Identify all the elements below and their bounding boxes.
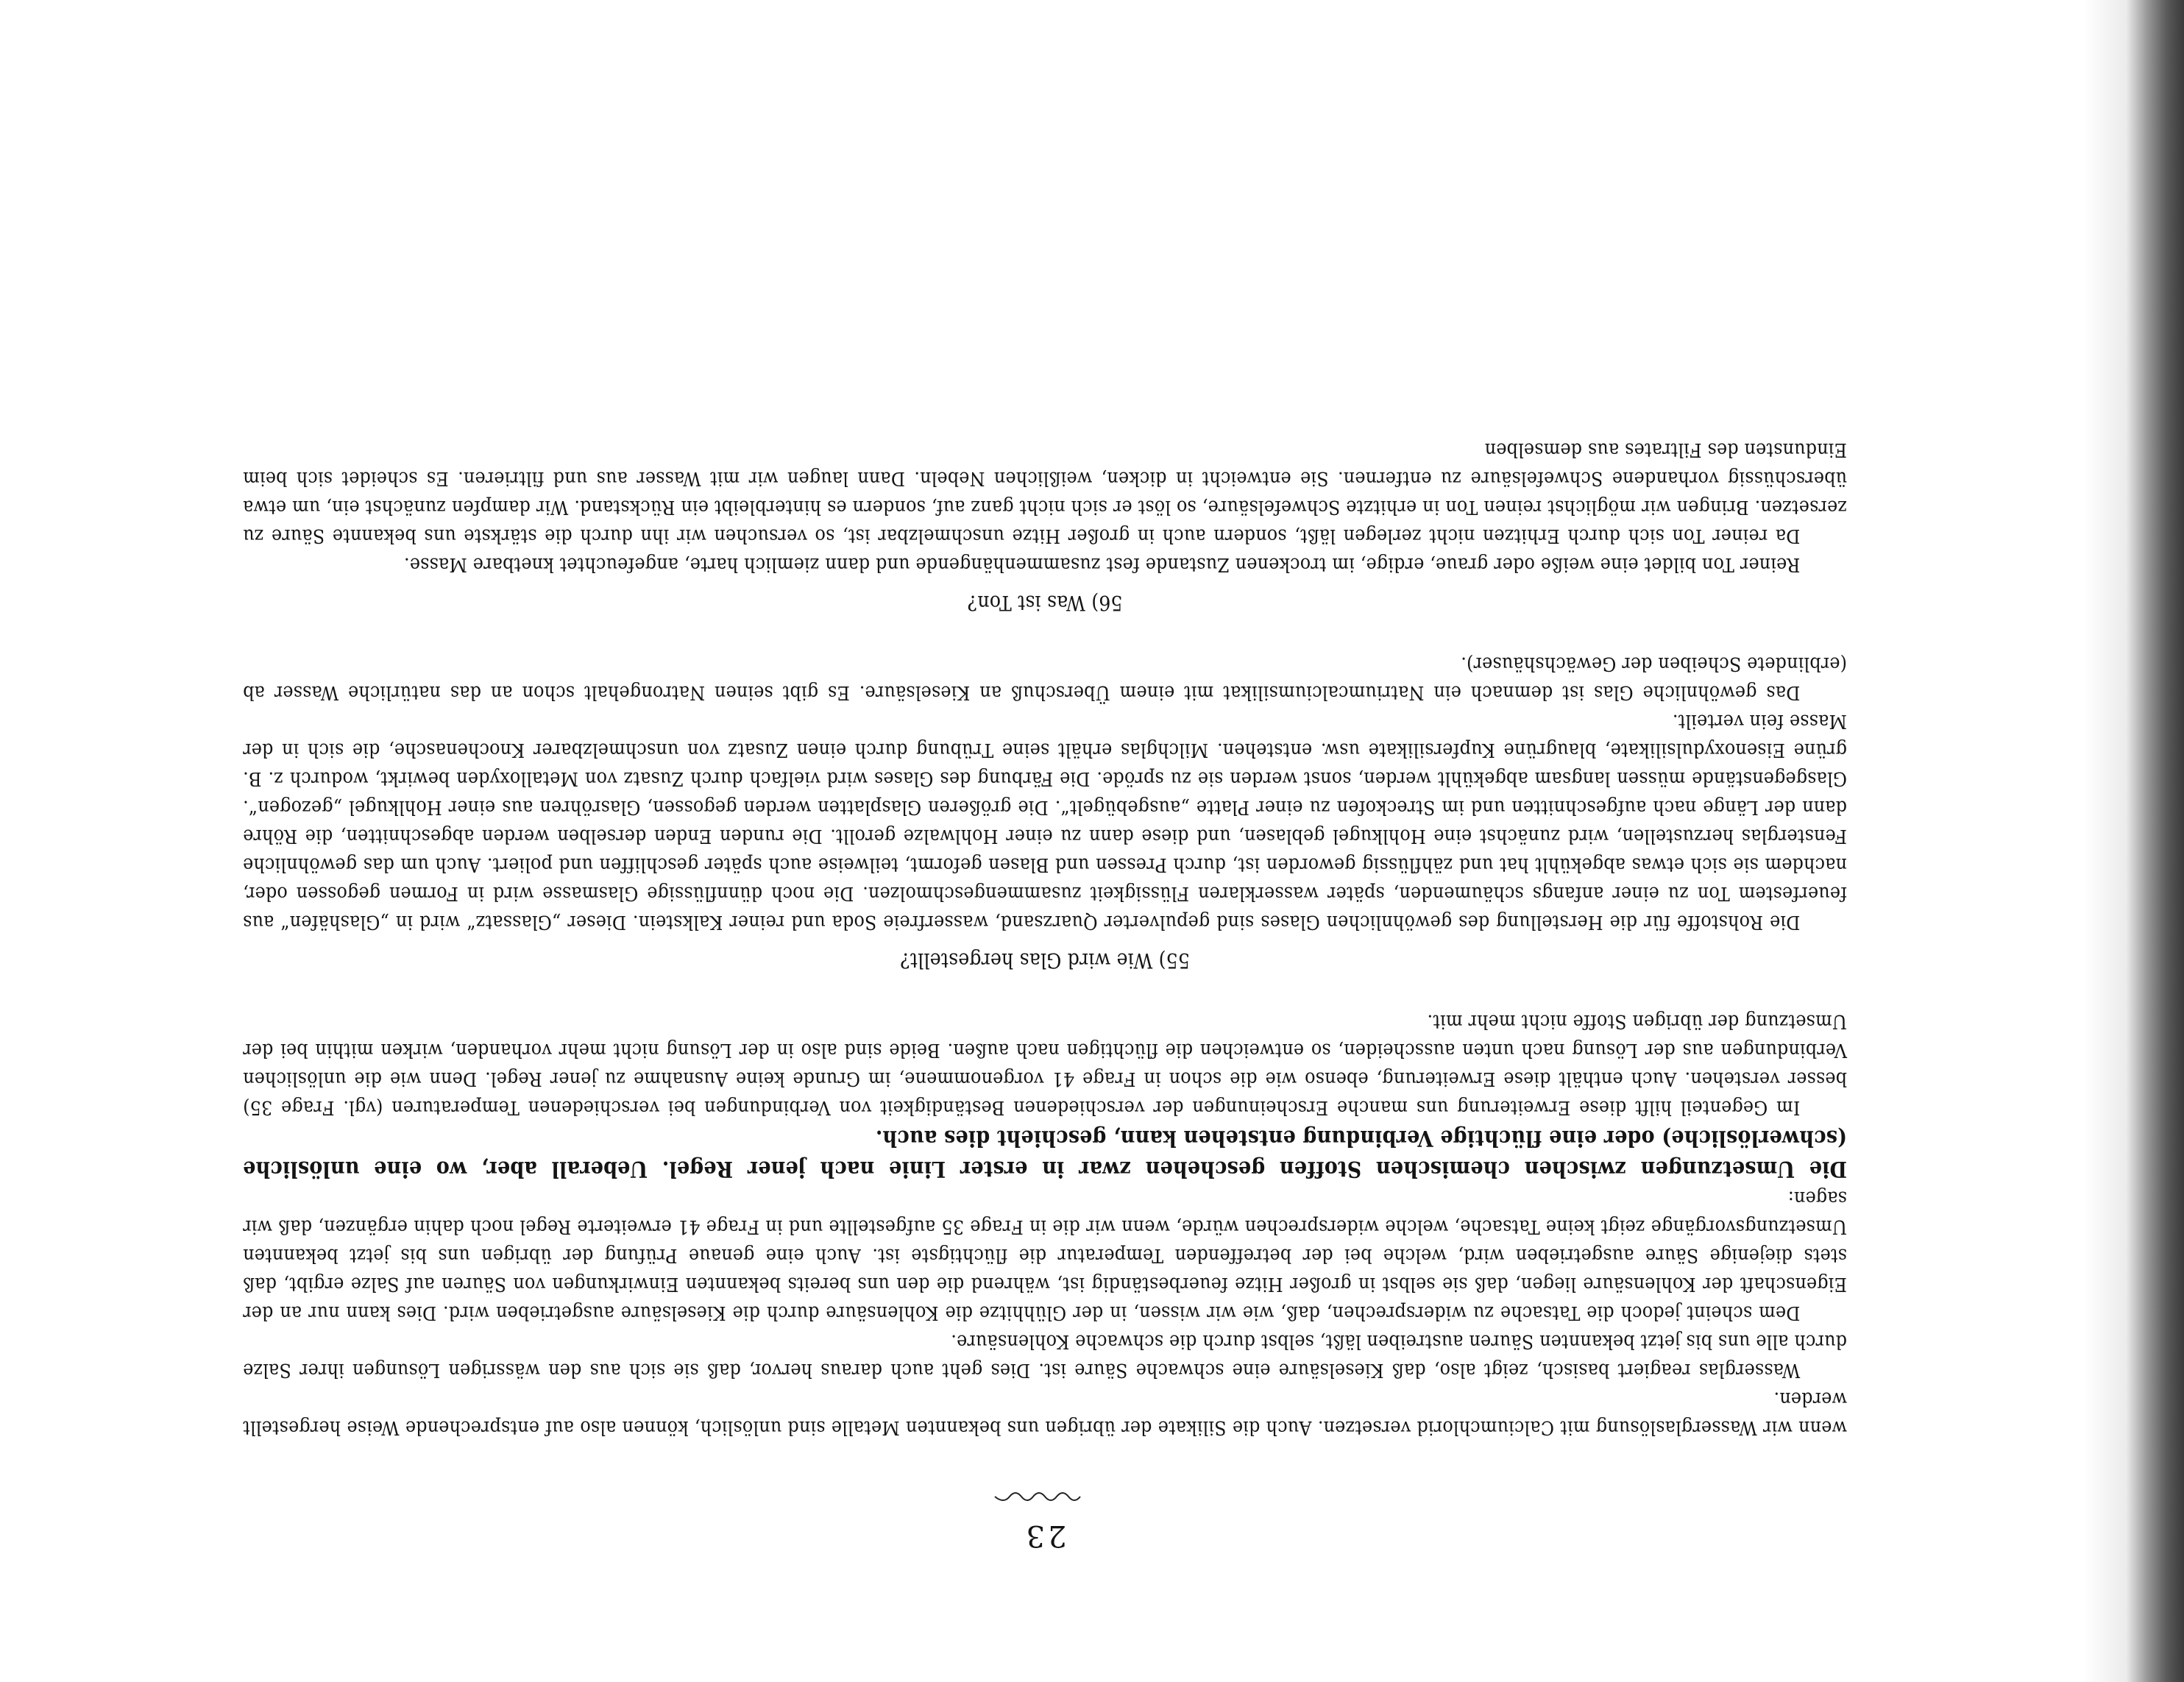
page-number: 23 <box>1023 1519 1067 1553</box>
section-heading-56: 56) Was ist Ton? <box>967 591 1123 615</box>
rule-statement: Die Umsetzungen zwischen chemischen Stoffen geschehen zwar in erster Linie nach jener Regel. Ueberall aber, wo eine unlösliche (schwerlösliche) oder eine flüchtige Verbindung entstehen kann, geschieht dies auch. <box>243 1125 1847 1182</box>
paragraph: Reiner Ton bildet eine weiße oder graue, erdige, im trockenen Zustande fest zusammenhängende und dann ziemlich harte, angefeuchtet knetbare Masse. <box>403 553 1801 576</box>
paragraph: Das gewöhnliche Glas ist demnach ein Natriumcalciumsilikat mit einem Überschuß an Kieselsäure. Es gibt seinen Natrongehalt schon an das natürliche Wasser ab (erblindete Scheiben der Gewächshäuser). <box>243 653 1847 704</box>
paragraph: Wasserglas reagiert basisch, zeigt also, daß Kieselsäure eine schwache Säure ist. Dies geht auch daraus hervor, daß sie sich aus den wässrigen Lösungen ihrer Salze durch alle uns bis jetzt bekannten Säuren austreiben läßt, selbst durch die schwache Kohlensäure. <box>243 1330 1847 1382</box>
ornament-squiggle <box>993 1489 1082 1505</box>
paragraph: Dem scheint jedoch die Tatsache zu widersprechen, daß, wie wir wissen, in der Glühhitze die Kohlensäure durch die Kieselsäure ausgetrieben wird. Dies kann nur an der Eigenschaft der Kohlensäure liegen, daß sie selbst in großer Hitze feuerbeständig ist, während die den uns bereits bekannten Einwirkungen von Säuren auf Salze ergibt, daß stets diejenige Säure ausgetrieben wird, welche bei der betreffenden Temperatur die flüchtigste ist. Auch eine genaue Prüfung der übrigen uns bis jetzt bekannten Umsetzungsvorgänge zeigt keine Tatsache, welche widersprechen würde, wenn wir die in Frage 35 aufgestellte und in Frage 41 erweiterte Regel noch dahin ergänzen, daß wir sagen: <box>243 1187 1847 1324</box>
section-heading-55: 55) Wie wird Glas hergestellt? <box>900 948 1190 973</box>
scanner-edge <box>2127 0 2184 1682</box>
page-body <box>243 436 1847 1442</box>
paragraph: Die Rohstoffe für die Herstellung des gewöhnlichen Glases sind gepulverter Quarzsand, wasserfreie Soda und reiner Kalkstein. Dieser „Glassatz“ wird in „Glashäfen“ aus feuerfestem Ton zu einer anfangs schäumenden, später wasserklaren Flüssigkeit zusammengeschmolzen. Die noch dünnflüssige Glasmasse wird in Formen gegossen oder, nachdem sie sich etwas abgekühlt hat und zähflüssig geworden ist, durch Pressen und Blasen geformt, teilweise auch später geschliffen und poliert. Auch um das gewöhnliche Fensterglas herzustellen, wird zunächst eine Hohlkugel geblasen, und diese dann zu einer Hohlwalze gerollt. Die runden Enden derselben werden abgeschnitten, die Röhre dann der Länge nach aufgeschnitten und im Streckofen zu einer Platte „ausgebügelt“. Die größeren Glasplatten werden gegossen, Glasröhren aus einer Hohlkugel „gezogen“. Glasgegenstände müssen langsam abgekühlt werden, sonst werden sie zu spröde. Die Färbung des Glases wird vielfach durch Zusatz von Metalloxyden bewirkt, wodurch z. B. grüne Eisenoxydulsilikate, blaugrüne Kupfersilikate usw. entstehen. Milchglas erhält seine Trübung durch einen Zusatz von unschmelzbarer Knochenasche, die sich in der Masse fein verteilt. <box>243 710 1847 934</box>
page-ornament <box>993 1489 1082 1505</box>
paragraph: Im Gegenteil hilft diese Erweiterung uns manche Erscheinungen der verschiedenen Beständigkeit von Verbindungen bei verschiedenen Temperaturen (vgl. Frage 35) besser verstehen. Auch enthält diese Erweiterung, ebenso wie die schon in Frage 41 vorgenommene, im Grunde keine Ausnahme zu jener Regel. Denn wie die unlöslichen Verbindungen aus der Lösung nach unten ausscheiden, so entweichen die flüchtigen nach außen. Beide sind also in der Lösung nicht mehr vorhanden, wirken mithin bei der Umsetzung der übrigen Stoffe nicht mehr mit. <box>243 1010 1847 1119</box>
book-page <box>243 118 1847 1553</box>
paragraph: wenn wir Wasserglaslösung mit Calciumchlorid versetzen. Auch die Silikate der übrigen uns bekannten Metalle sind unlöslich, können also auf entsprechende Weise hergestellt werden. <box>243 1388 1847 1439</box>
binding-shadow <box>2082 0 2127 1682</box>
paragraph: Da reiner Ton sich durch Erhitzen nicht zerlegen läßt, sondern auch in großer Hitze unschmelzbar ist, so versuchen wir ihn durch die stärkste uns bekannte Säure zu zersetzen. Bringen wir möglichst reinen Ton in erhitzte Schwefelsäure, so löst er sich nicht ganz auf, sondern es hinterbleibt ein Rückstand. Wir dampfen zunächst ein, um etwa überschüssig vorhandene Schwefelsäure zu entfernen. Sie entweicht in dicken, weißlichen Nebeln. Dann laugen wir mit Wasser aus und filtrieren. Es scheidet sich beim Eindunsten des Filtrates aus demselben <box>243 439 1847 547</box>
